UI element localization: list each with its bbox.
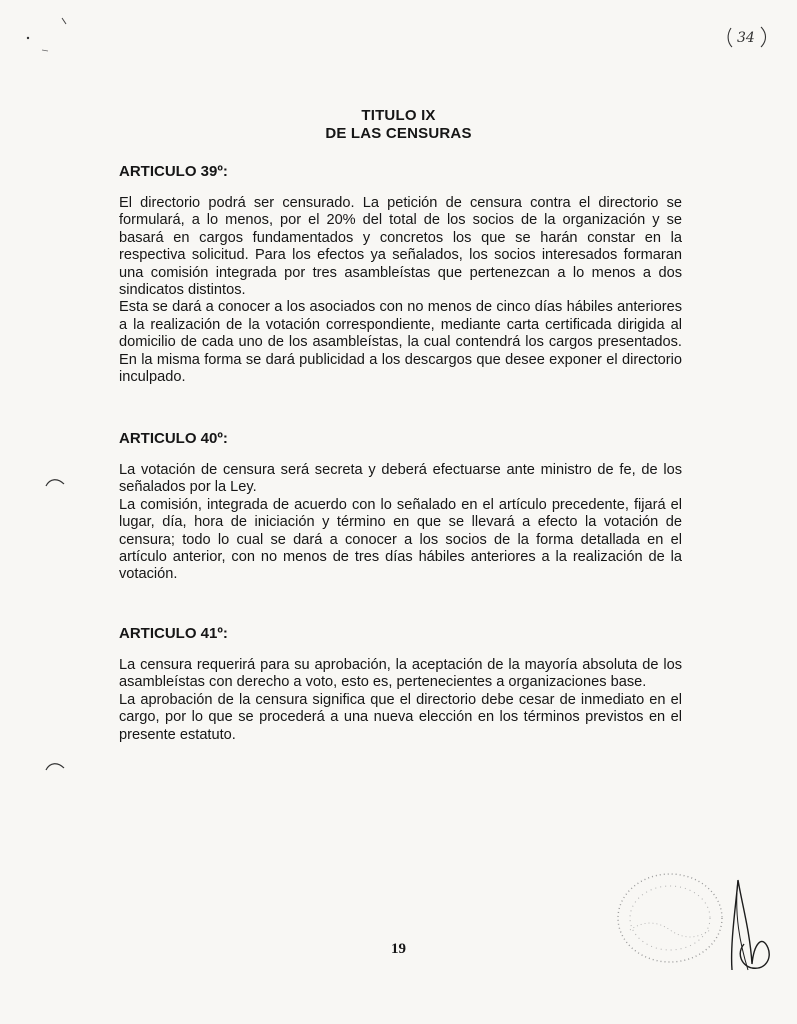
article-40-heading: ARTICULO 40º: [119,430,228,447]
article-39-paragraph-2: Esta se dará a conocer a los asociados con no menos de cinco días hábiles anteriores a la realización de la votación correspondiente, mediante carta certificada dirigida al domicilio de cada uno de los asambleístas, la cual contendrá los cargos presentados. En la misma forma se dará publicidad a los descargos que desee exponer el directorio inculpado. [119,299,682,386]
article-39-heading: ARTICULO 39º: [119,163,228,180]
article-41-paragraph-2: La aprobación de la censura significa que el directorio debe cesar de inmediato en el cargo, por lo que se procederá a una nueva elección en los términos previstos en el presente estatuto. [119,691,682,743]
article-41-paragraph-1: La censura requerirá para su aprobación, la aceptación de la mayoría absoluta de los asambleístas con derecho a voto, esto es, pertenecientes a organizaciones base. [119,657,682,691]
article-41-body [119,657,682,744]
margin-hole-mark [44,476,66,488]
article-40-body [119,462,682,584]
handwritten-signature [722,874,774,974]
article-41-heading: ARTICULO 41º: [119,625,228,642]
svg-text:34: 34 [737,30,755,46]
page-number: 19 [391,941,406,957]
handwritten-page-number [725,24,769,50]
title-line-2: DE LAS CENSURAS [325,125,472,142]
article-39-body [119,195,682,386]
article-40-paragraph-1: La votación de censura será secreta y deberá efectuarse ante ministro de fe, de los señalados por la Ley. [119,462,682,496]
scan-speck-marks [22,14,82,54]
margin-hole-mark [44,760,66,772]
article-40-paragraph-2: La comisión, integrada de acuerdo con lo señalado en el artículo precedente, fijará el lugar, día, hora de iniciación y término en que se llevará a efecto la votación de censura; todo lo cual se dará a conocer a los socios de la forma detallada en el artículo anterior, con no menos de tres días hábiles anteriores a la realización de la votación. [119,496,682,583]
article-39-paragraph-1: El directorio podrá ser censurado. La petición de censura contra el directorio se formulará, a lo menos, por el 20% del total de los socios de la organización y se basará en cargos fundamentados y concretos los que se harán constar en la respectiva solicitud. Para los efectos ya señalados, los socios interesados formaran una comisión integrada por tres asambleístas que pertenezcan a lo menos a dos sindicatos distintos. [119,195,682,299]
title-line-1: TITULO IX [361,107,436,124]
